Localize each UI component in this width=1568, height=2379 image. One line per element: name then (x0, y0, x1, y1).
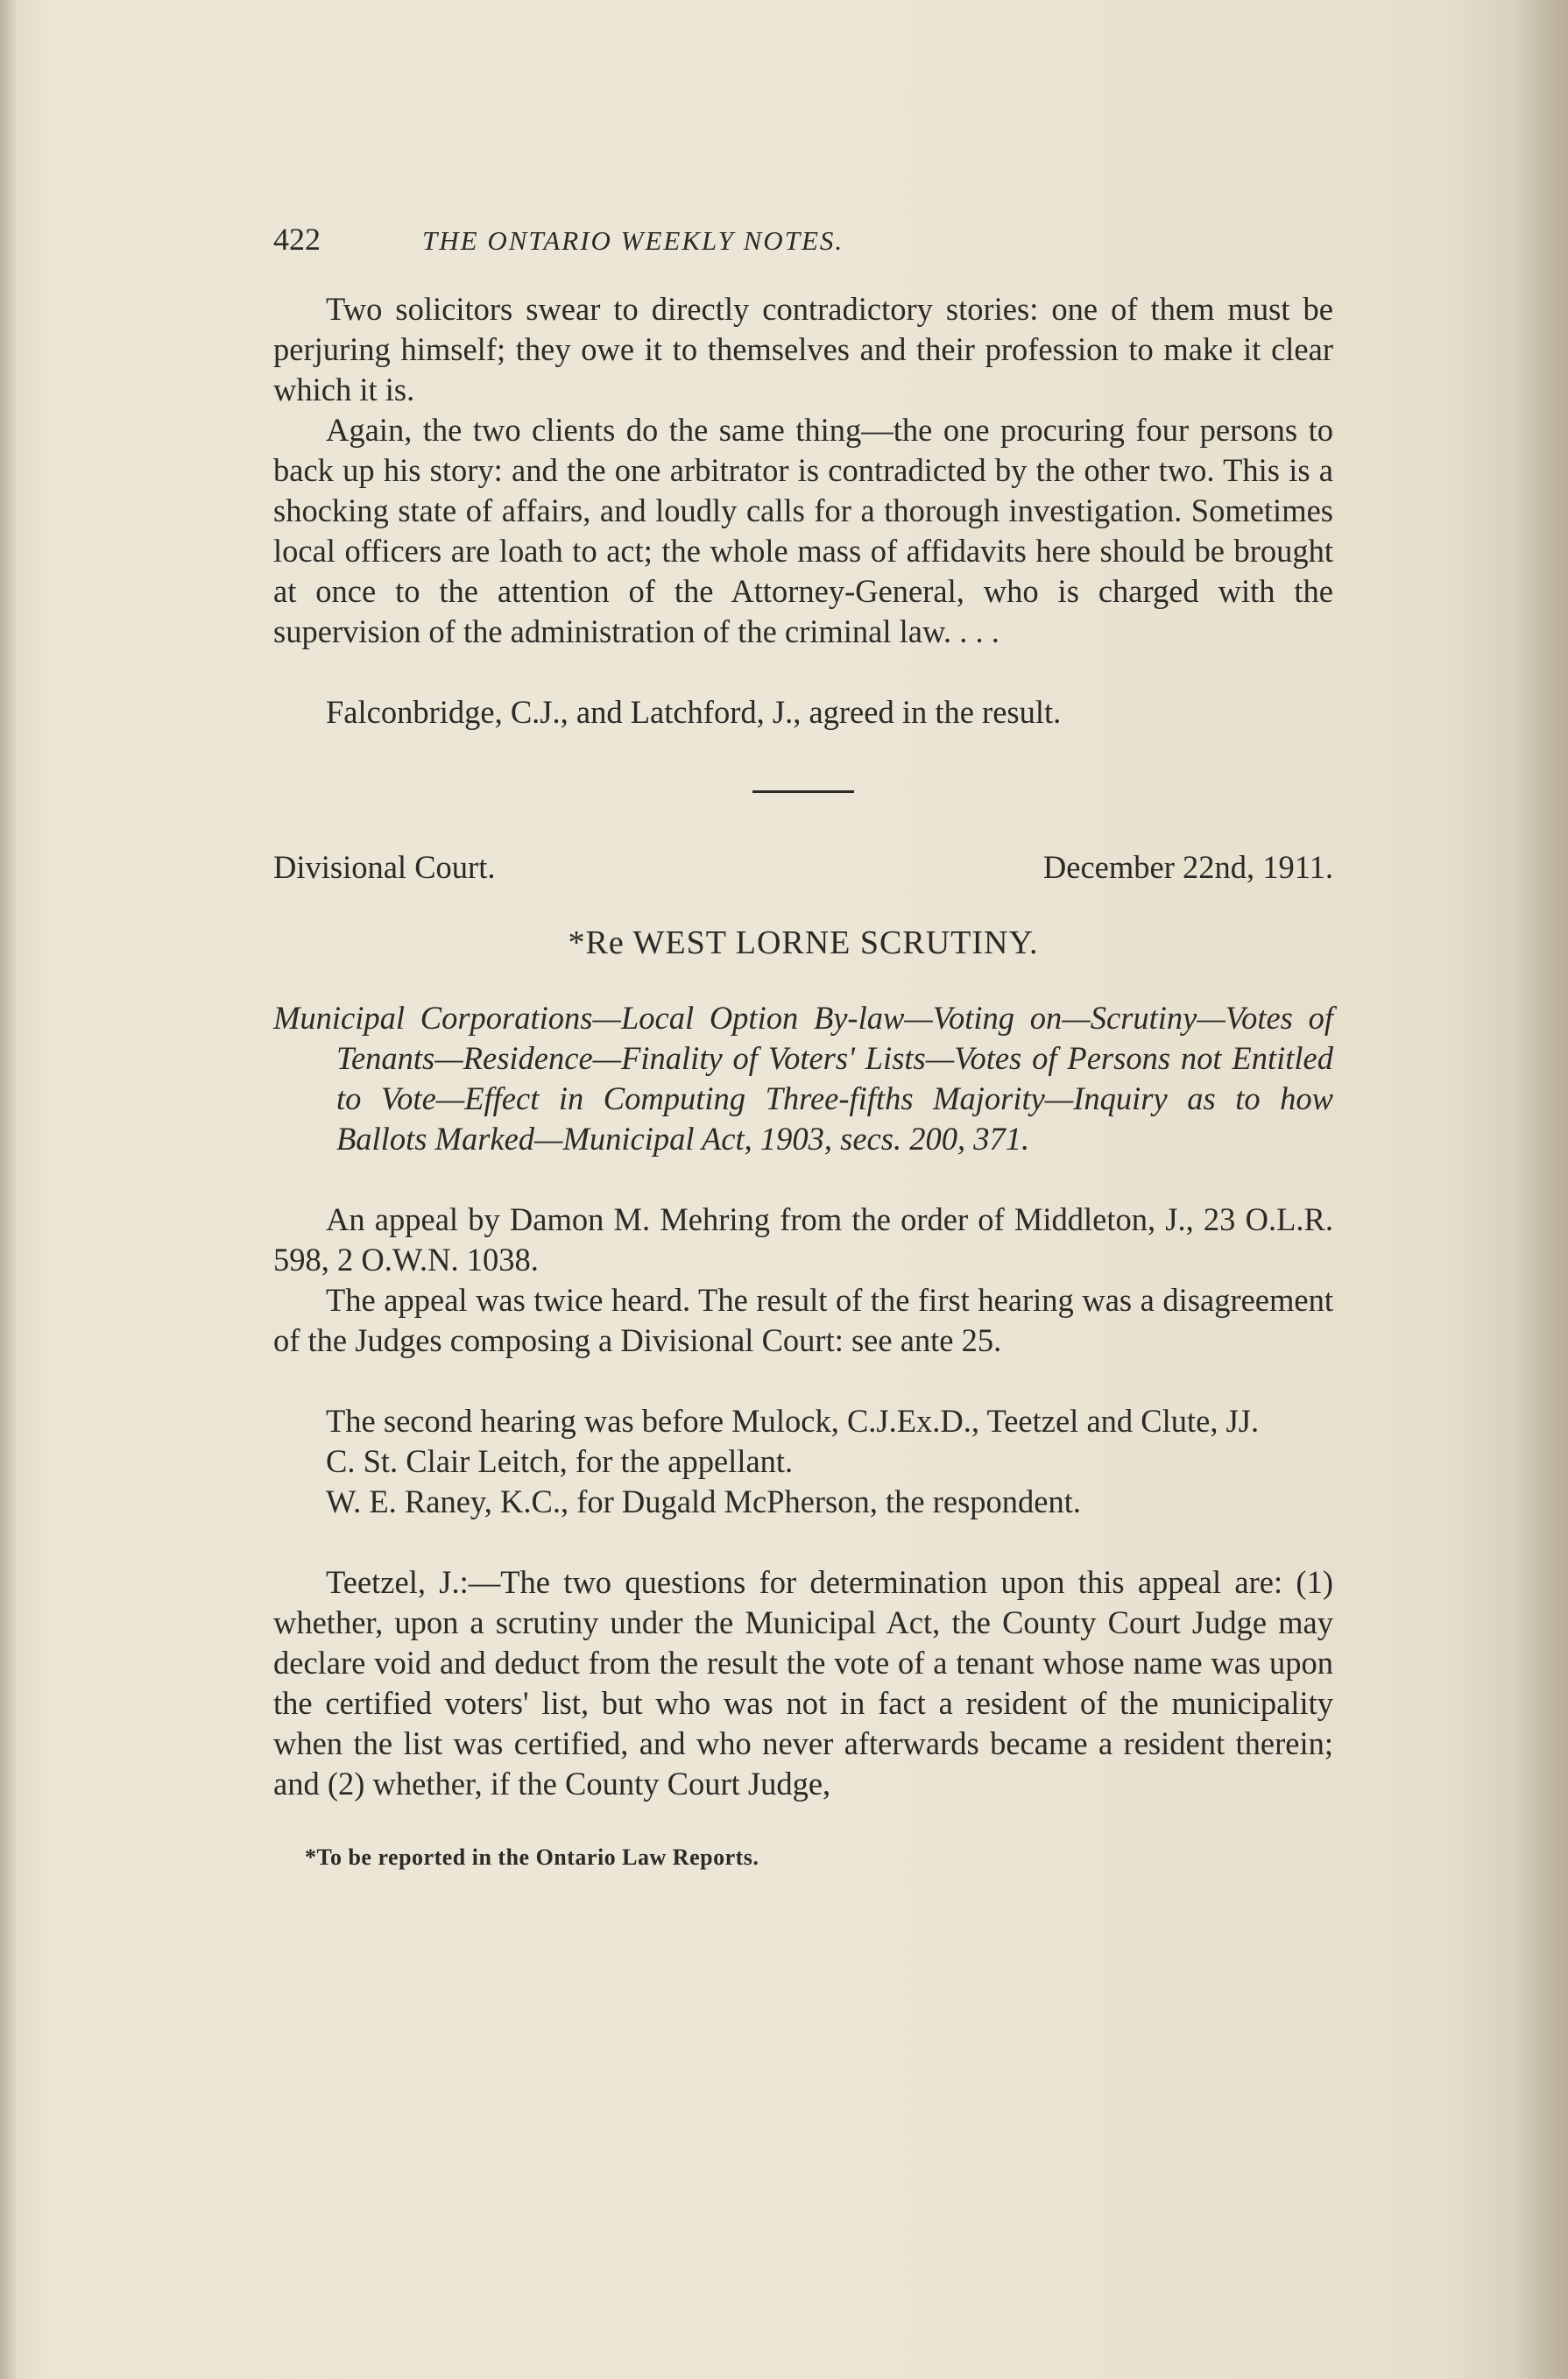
appeal-statement: An appeal by Damon M. Mehring from the order of Middleton, J., 23 O.L.R. 598, 2 O.W.N. 1038. (273, 1201, 1333, 1278)
hearing-history: The appeal was twice heard. The result of the first hearing was a disagreement of the Judges composing a Divisional Court: see ante 25. (273, 1282, 1333, 1358)
page-text-block (273, 219, 1333, 1878)
paragraph-clients: Again, the two clients do the same thing—the one procuring four persons to back up his story: and the one arbitrator is contradicted by the other two. This is a shocking state of affairs, and loudly calls for a thorough investigation. Sometimes local officers are loath to act; the whole mass of affidavits here should be brought at once to the attention of the Attorney-General, who is charged with the supervision of the administration of the criminal law. . . . (273, 412, 1333, 649)
page-number: 422 (273, 222, 321, 257)
court-name: Divisional Court. (273, 849, 496, 885)
running-head (273, 219, 1333, 261)
running-title: THE ONTARIO WEEKLY NOTES. (422, 225, 844, 256)
section-divider (752, 790, 854, 793)
case-title: *Re WEST LORNE SCRUTINY. (568, 924, 1039, 961)
footnote: *To be reported in the Ontario Law Reports. (305, 1844, 759, 1870)
counsel-appellant: C. St. Clair Leitch, for the appellant. (326, 1443, 794, 1479)
counsel-respondent: W. E. Raney, K.C., for Dugald McPherson, the respondent. (326, 1483, 1081, 1519)
decision-date: December 22nd, 1911. (1042, 849, 1333, 885)
page-gutter-shadow (0, 0, 16, 2379)
headnote: Municipal Corporations—Local Option By-law—Voting on—Scrutiny—Votes of Tenants—Residence—Finality of Voters' Lists—Votes of Persons not Entitled to Vote—Effect in Computing Three-fifths Majority—Inquiry as to how Ballots Marked—Municipal Act, 1903, secs. 200, 371. (273, 1000, 1333, 1157)
paragraph-solicitors: Two solicitors swear to directly contradictory stories: one of them must be perjuring himself; they owe it to themselves and their profession to make it clear which it is. (273, 291, 1333, 407)
court-date-line (273, 847, 1333, 888)
bench-composition: The second hearing was before Mulock, C.J.Ex.D., Teetzel and Clute, JJ. (326, 1403, 1260, 1439)
page-edge-shadow (1515, 0, 1568, 2379)
judgment-opening: Teetzel, J.:—The two questions for determination upon this appeal are: (1) whether, upon a scrutiny under the Municipal Act, the County Court Judge may declare void and deduct from the result the vote of a tenant whose name was upon the certified voters' list, but who was not in fact a resident of the municipality when the list was certified, and who never afterwards became a resident therein; and (2) whether, if the County Court Judge, (273, 1564, 1333, 1802)
agreement-line: Falconbridge, C.J., and Latchford, J., agreed in the result. (326, 694, 1062, 730)
